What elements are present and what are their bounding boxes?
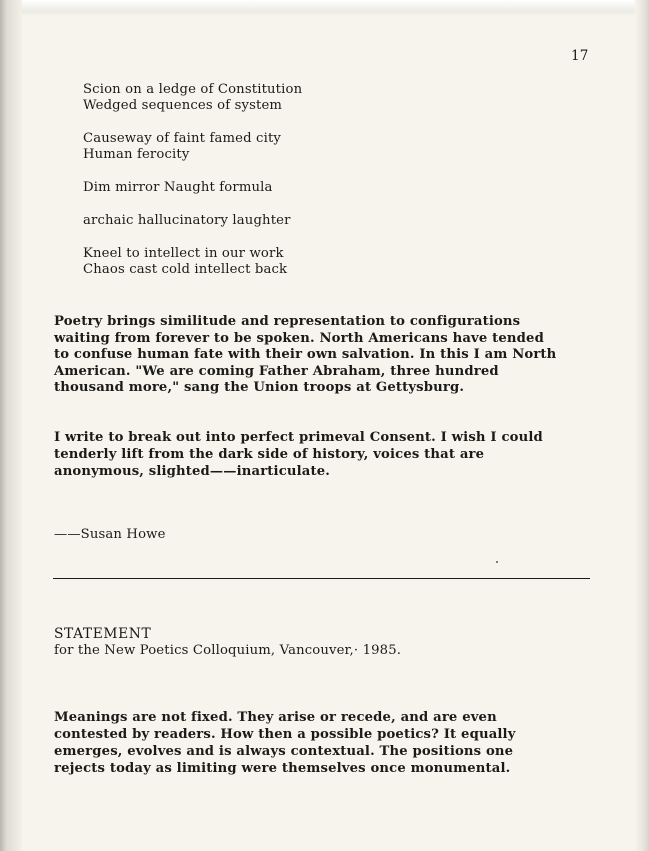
poem-line: Causeway of faint famed city [83,131,282,146]
paragraph-line: rejects today as limiting were themselves once monumental. [54,761,511,776]
poem-line: Scion on a ledge of Constitution [83,82,303,97]
poem-line: Wedged sequences of system [83,98,283,113]
author-signature: ——Susan Howe [54,527,166,542]
paragraph-line: American. "We are coming Father Abraham, three hundred [54,364,499,379]
paragraph-line: contested by readers. How then a possible poetics? It equally [54,727,516,742]
page-right-edge [635,0,649,851]
page-number: 17 [571,48,589,64]
ink-speck [496,561,498,563]
page-top-edge [0,0,649,16]
paragraph-line: Poetry brings similitude and representation to configurations [54,314,521,329]
binding-shadow [0,0,22,851]
poem-line: Chaos cast cold intellect back [83,262,288,277]
paragraph-line: Meanings are not fixed. They arise or recede, and are even [54,710,497,725]
poem-line: Human ferocity [83,147,190,162]
poem-line: archaic hallucinatory laughter [83,213,291,228]
paragraph-line: thousand more," sang the Union troops at Gettysburg. [54,380,465,395]
paragraph-line: waiting from forever to be spoken. North Americans have tended [54,331,544,346]
poem-line: Kneel to intellect in our work [83,246,284,261]
section-divider [53,578,590,579]
paragraph-line: emerges, evolves and is always contextual. The positions one [54,744,514,759]
paragraph-line: I write to break out into perfect primeval Consent. I wish I could [54,430,543,445]
statement-heading: STATEMENT [54,626,152,642]
paragraph-line: to confuse human fate with their own salvation. In this I am North [54,347,557,362]
poem-line: Dim mirror Naught formula [83,180,273,195]
statement-subheading: for the New Poetics Colloquium, Vancouver,· 1985. [54,643,402,658]
paragraph-line: tenderly lift from the dark side of history, voices that are [54,447,485,462]
paragraph-line: anonymous, slighted——inarticulate. [54,464,330,479]
